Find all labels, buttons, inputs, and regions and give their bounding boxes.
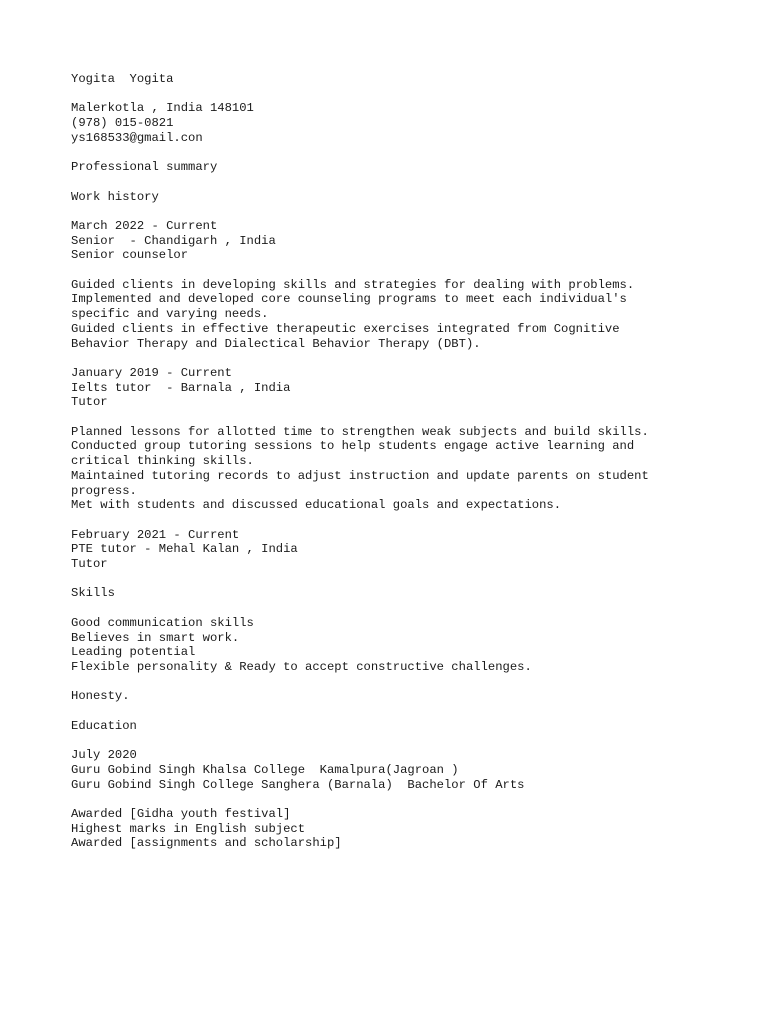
spacer <box>71 733 731 748</box>
work-history-heading: Work history <box>71 189 159 204</box>
spacer <box>71 351 731 366</box>
contact-phone: (978) 015-0821 <box>71 116 174 131</box>
contact-block <box>71 101 731 145</box>
resume-document <box>71 72 731 851</box>
spacer <box>71 513 731 528</box>
job-duty: Implemented and developed core counseling programs to meet each individual's <box>71 292 627 307</box>
job-duty: Conducted group tutoring sessions to help students engage active learning and <box>71 439 635 454</box>
education-heading: Education <box>71 718 137 733</box>
job-duty: Maintained tutoring records to adjust instruction and update parents on student <box>71 468 649 483</box>
spacer <box>71 175 731 190</box>
spacer <box>71 263 731 278</box>
job-dates: March 2022 - Current <box>71 218 218 233</box>
job-duty: Guided clients in developing skills and strategies for dealing with problems. <box>71 277 635 292</box>
spacer <box>71 204 731 219</box>
candidate-name: Yogita Yogita <box>71 72 174 86</box>
awards-list <box>71 807 731 851</box>
job-entry-3 <box>71 528 731 572</box>
job-duty: critical thinking skills. <box>71 454 254 469</box>
job-title: Tutor <box>71 557 108 572</box>
spacer <box>71 792 731 807</box>
skills-heading: Skills <box>71 586 115 601</box>
award-item: Awarded [Gidha youth festival] <box>71 806 291 821</box>
job-dates: January 2019 - Current <box>71 365 232 380</box>
spacer <box>71 675 731 690</box>
spacer <box>71 410 731 425</box>
spacer <box>71 572 731 587</box>
contact-email: ys168533@gmail.con <box>71 130 203 145</box>
skill-honesty: Honesty. <box>71 689 130 704</box>
education-entry <box>71 748 731 792</box>
skill-item: Believes in smart work. <box>71 630 240 645</box>
job-entry-2 <box>71 366 731 513</box>
award-item: Highest marks in English subject <box>71 821 306 836</box>
job-employer: Ielts tutor - Barnala , India <box>71 380 291 395</box>
job-dates: February 2021 - Current <box>71 527 240 542</box>
award-item: Awarded [assignments and scholarship] <box>71 836 342 851</box>
job-duty: Guided clients in effective therapeutic exercises integrated from Cognitive <box>71 321 620 336</box>
job-duty: Planned lessons for allotted time to strengthen weak subjects and build skills. <box>71 424 649 439</box>
spacer <box>71 146 731 161</box>
job-duty: Met with students and discussed educational goals and expectations. <box>71 498 562 513</box>
professional-summary-heading: Professional summary <box>71 160 218 175</box>
skill-item: Flexible personality & Ready to accept constructive challenges. <box>71 659 532 674</box>
job-entry-1 <box>71 219 731 351</box>
skill-item: Leading potential <box>71 645 196 660</box>
job-employer: PTE tutor - Mehal Kalan , India <box>71 542 298 557</box>
spacer <box>71 87 731 102</box>
job-duty: Behavior Therapy and Dialectical Behavior Therapy (DBT). <box>71 336 481 351</box>
job-duty: specific and varying needs. <box>71 307 269 322</box>
job-employer: Senior - Chandigarh , India <box>71 233 276 248</box>
education-date: July 2020 <box>71 748 137 763</box>
job-title: Tutor <box>71 395 108 410</box>
contact-address: Malerkotla , India 148101 <box>71 101 254 116</box>
education-institution: Guru Gobind Singh College Sanghera (Barnala) Bachelor Of Arts <box>71 777 525 792</box>
spacer <box>71 704 731 719</box>
skills-list <box>71 616 731 675</box>
spacer <box>71 601 731 616</box>
job-title: Senior counselor <box>71 248 189 263</box>
skill-item: Good communication skills <box>71 615 254 630</box>
education-institution: Guru Gobind Singh Khalsa College Kamalpura(Jagroan ) <box>71 762 459 777</box>
job-duty: progress. <box>71 483 137 498</box>
